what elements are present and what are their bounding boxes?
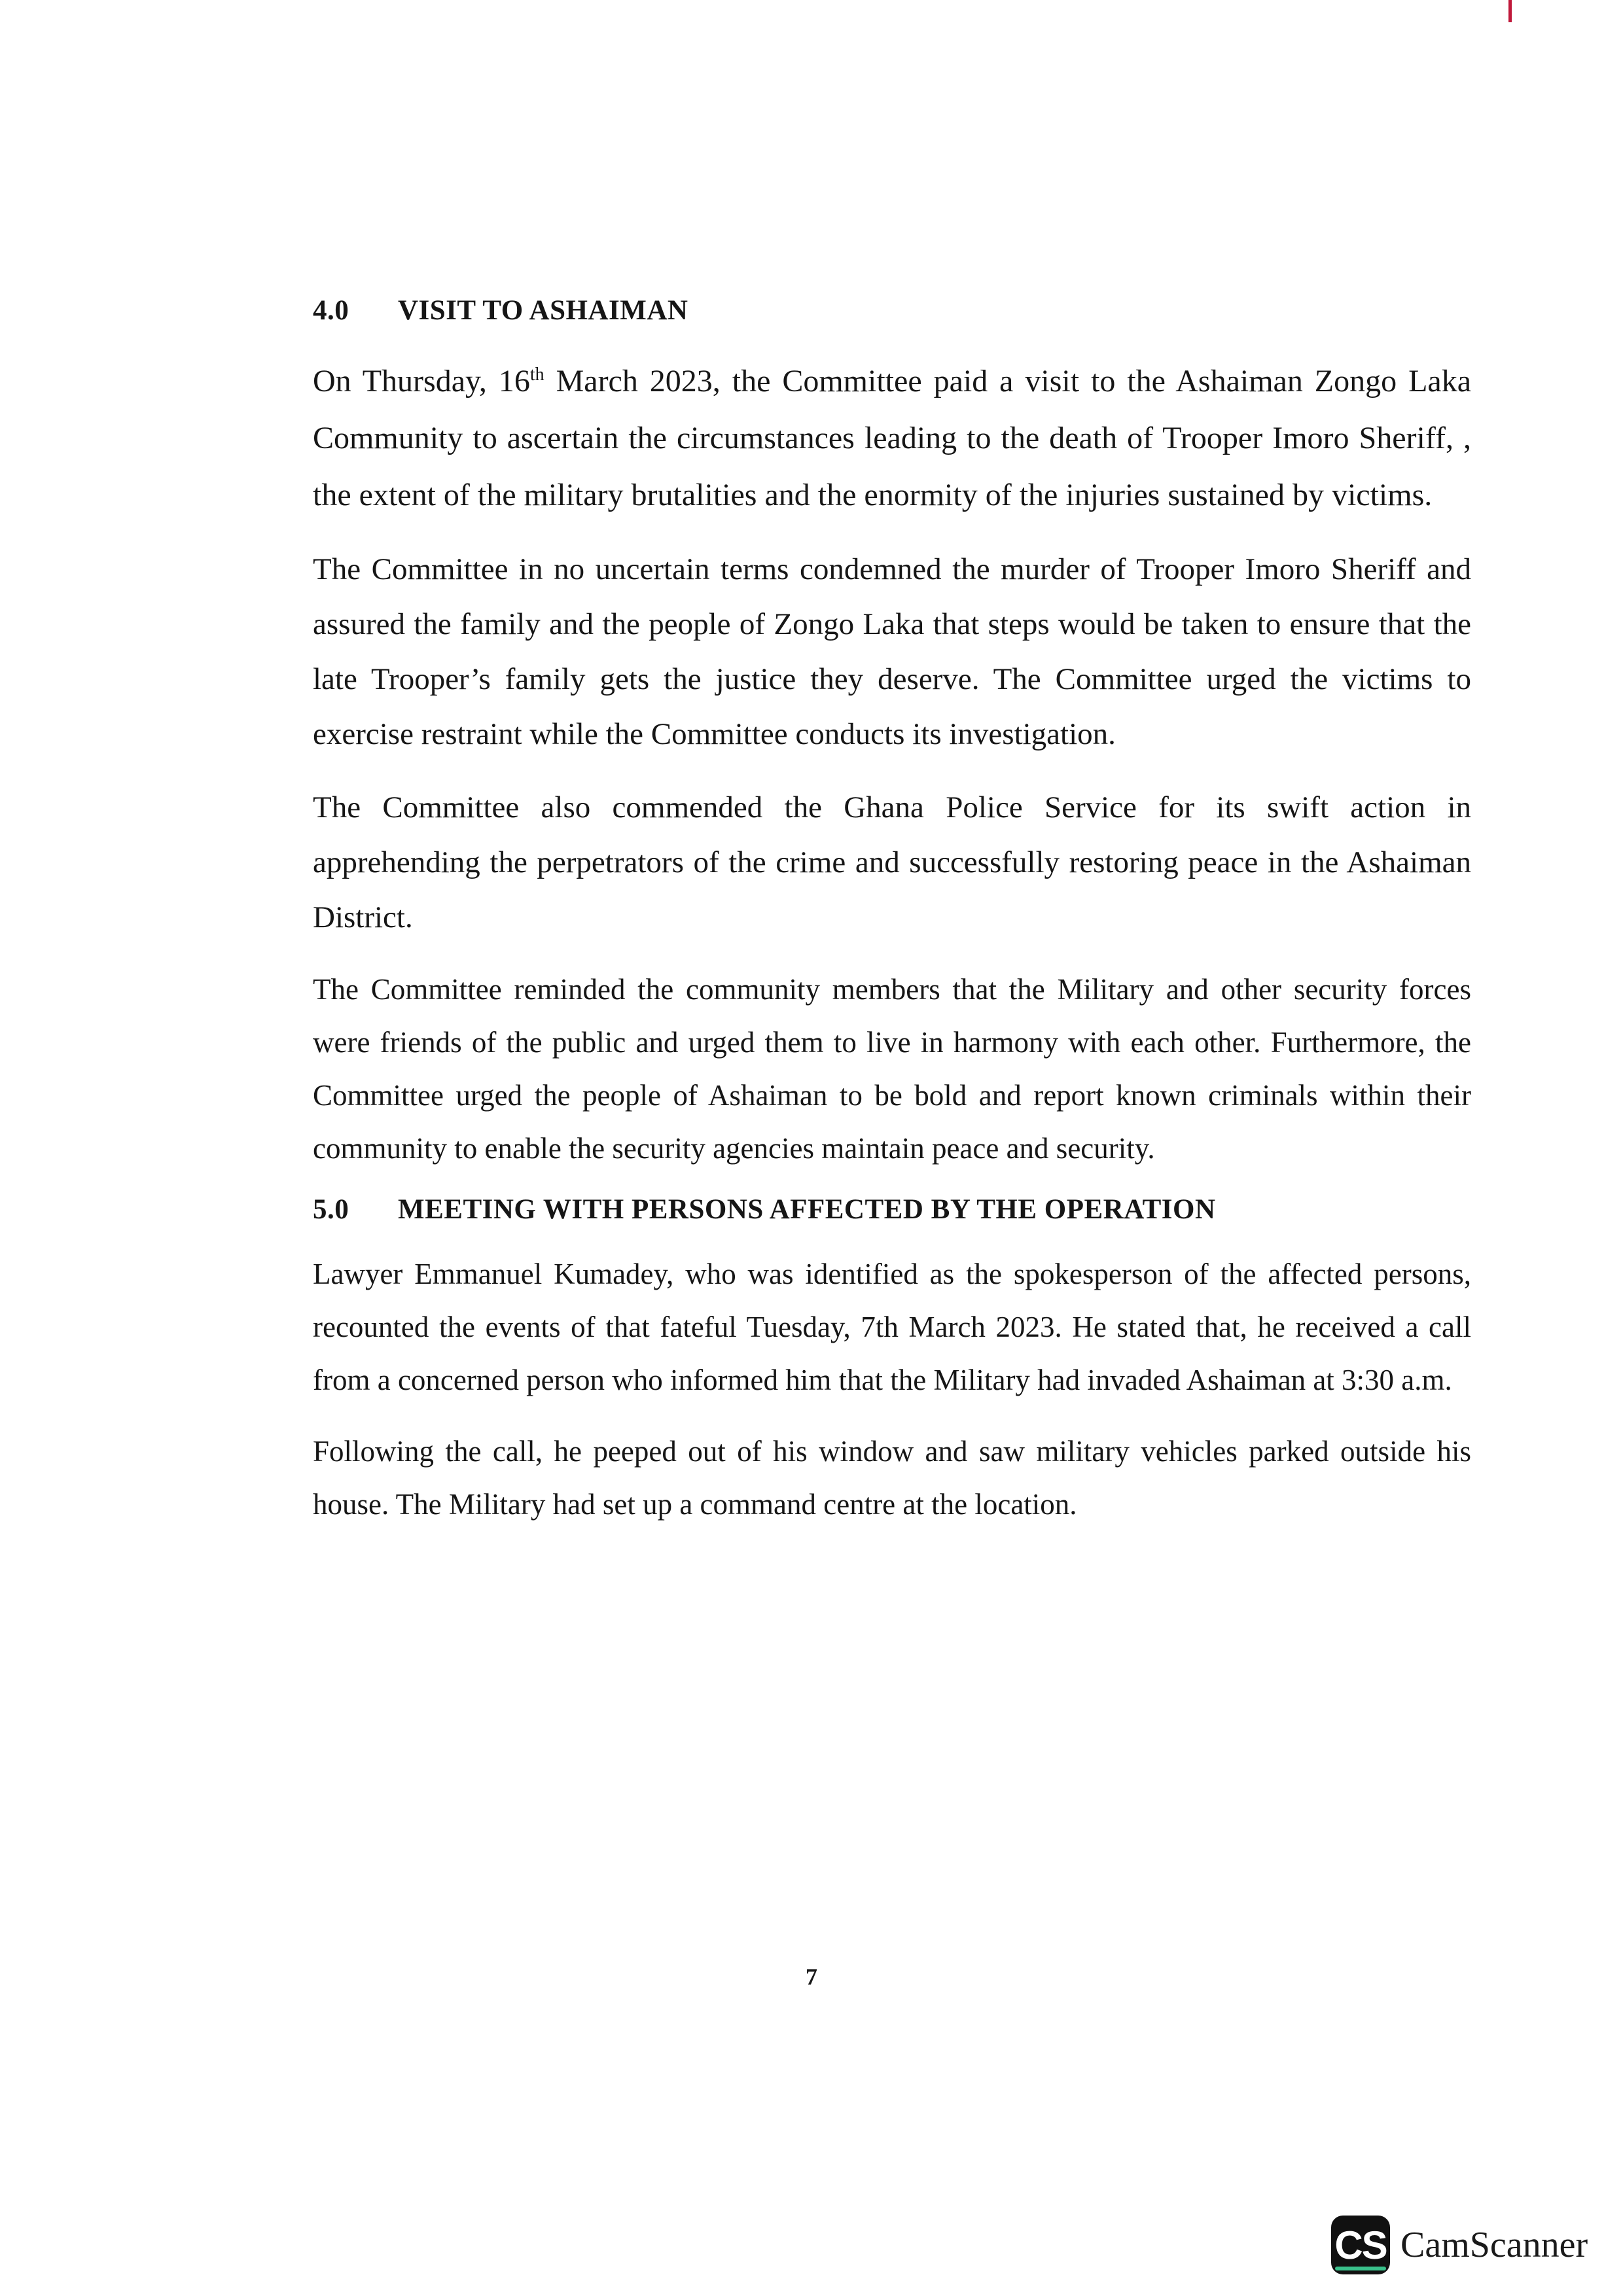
section-4-paragraph-1: On Thursday, 16th March 2023, the Committee paid a visit to the Ashaiman Zongo Laka Community to ascertain the circumstances leading to the death of Trooper Imoro Sheriff, , the extent of the military brutalities and the enormity of the injuries sustained by victims. <box>313 364 1471 512</box>
section-5-title: MEETING WITH PERSONS AFFECTED BY THE OPERATION <box>398 1194 1216 1225</box>
camscanner-watermark <box>1331 2216 1588 2274</box>
page-number: 7 <box>806 1964 817 1990</box>
document-body <box>313 294 1471 1549</box>
camscanner-logo-icon: CS <box>1331 2216 1390 2274</box>
section-4-paragraph-4: The Committee reminded the community members that the Military and other security forces were friends of the public and urged them to live in harmony with each other. Furthermore, the Committee urged the people of Ashaiman to be bold and report known criminals within their community to enable the security agencies maintain peace and security. <box>313 973 1471 1165</box>
section-4-heading <box>313 294 1471 327</box>
section-5-heading <box>313 1193 1471 1226</box>
section-4-paragraph-2: The Committee in no uncertain terms condemned the murder of Trooper Imoro Sheriff and assured the family and the people of Zongo Laka that steps would be taken to ensure that the late Trooper’s family gets the justice they deserve. The Committee urged the victims to exercise restraint while the Committee conducts its investigation. <box>313 552 1471 751</box>
section-4-paragraph-3: The Committee also commended the Ghana Police Service for its swift action in apprehending the perpetrators of the crime and successfully restoring peace in the Ashaiman District. <box>313 790 1471 934</box>
section-4-number: 4.0 <box>313 295 349 326</box>
camscanner-label: CamScanner <box>1400 2225 1588 2265</box>
section-5-number: 5.0 <box>313 1194 349 1225</box>
ordinal-suffix: th <box>529 364 544 385</box>
section-5-paragraph-2: Following the call, he peeped out of his window and saw military vehicles parked outside his house. The Military had set up a command centre at the location. <box>313 1435 1471 1521</box>
section-4-title: VISIT TO ASHAIMAN <box>398 295 688 326</box>
edge-mark <box>1508 0 1512 22</box>
section-5-paragraph-1: Lawyer Emmanuel Kumadey, who was identified as the spokesperson of the affected persons, recounted the events of that fateful Tuesday, 7th March 2023. He stated that, he received a call from a concerned person who informed him that the Military had invaded Ashaiman at 3:30 a.m. <box>313 1258 1471 1396</box>
